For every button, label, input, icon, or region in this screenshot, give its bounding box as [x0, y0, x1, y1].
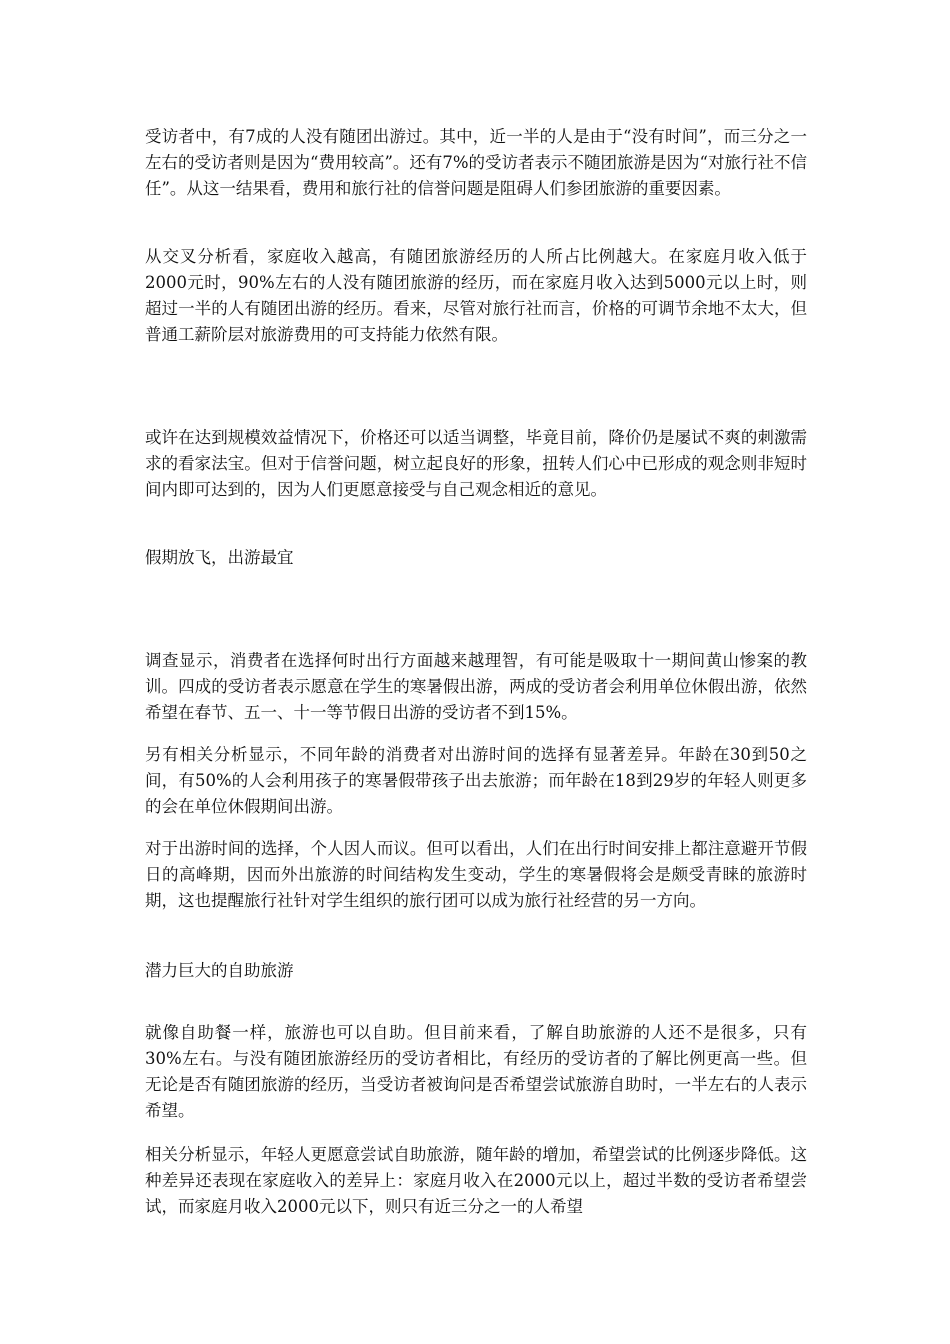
paragraph-tour-refusal-reasons: 受访者中，有7成的人没有随团出游过。其中，近一半的人是由于“没有时间”，而三分之一左右的受访者则是因为“费用较高”。还有7%的受访者表示不随团旅游是因为“对旅行社不信任”。从这一结果看，费用和旅行社的信誉问题是阻碍人们参团旅游的重要因素。 — [145, 127, 807, 198]
paragraph-travel-time-choice: 对于出游时间的选择，个人因人而议。但可以看出，人们在出行时间安排上都注意避开节假日的高峰期，因而外出旅游的时间结构发生变动，学生的寒暑假将会是颇受青睐的旅游时期，这也提醒旅行社针对学生组织的旅行团可以成为旅行社经营的另一方向。 — [145, 839, 807, 910]
paragraph-self-guided-age-income: 相关分析显示，年轻人更愿意尝试自助旅游，随年龄的增加，希望尝试的比例逐步降低。这种差异还表现在家庭收入的差异上：家庭月收入在2000元以上，超过半数的受访者希望尝试，而家庭月收入2000元以下，则只有近三分之一的人希望 — [145, 1145, 807, 1216]
paragraph-travel-timing-survey: 调查显示，消费者在选择何时出行方面越来越理智，有可能是吸取十一期间黄山惨案的教训。四成的受访者表示愿意在学生的寒暑假出游，两成的受访者会利用单位休假出游，依然希望在春节、五一、十一等节假日出游的受访者不到15%。 — [145, 651, 807, 722]
paragraph-price-and-reputation: 或许在达到规模效益情况下，价格还可以适当调整，毕竟目前，降价仍是屡试不爽的刺激需求的看家法宝。但对于信誉问题，树立起良好的形象，扭转人们心中已形成的观念则非短时间内即可达到的，因为人们更愿意接受与自己观念相近的意见。 — [145, 428, 807, 499]
section-heading-holiday-travel: 假期放飞，出游最宜 — [145, 548, 294, 567]
section-heading-self-guided-travel: 潜力巨大的自助旅游 — [145, 961, 294, 980]
paragraph-self-guided-awareness: 就像自助餐一样，旅游也可以自助。但目前来看，了解自助旅游的人还不是很多，只有30%左右。与没有随团旅游经历的受访者相比，有经历的受访者的了解比例更高一些。但无论是否有随团旅游的经历，当受访者被询问是否希望尝试旅游自助时，一半左右的人表示希望。 — [145, 1023, 807, 1120]
paragraph-income-analysis: 从交叉分析看，家庭收入越高，有随团旅游经历的人所占比例越大。在家庭月收入低于2000元时，90%左右的人没有随团旅游的经历，而在家庭月收入达到5000元以上时，则超过一半的人有随团出游的经历。看来，尽管对旅行社而言，价格的可调节余地不太大，但普通工薪阶层对旅游费用的可支持能力依然有限。 — [145, 247, 807, 344]
paragraph-age-analysis: 另有相关分析显示，不同年龄的消费者对出游时间的选择有显著差异。年龄在30到50之间，有50%的人会利用孩子的寒暑假带孩子出去旅游；而年龄在18到29岁的年轻人则更多的会在单位休假期间出游。 — [145, 745, 807, 816]
